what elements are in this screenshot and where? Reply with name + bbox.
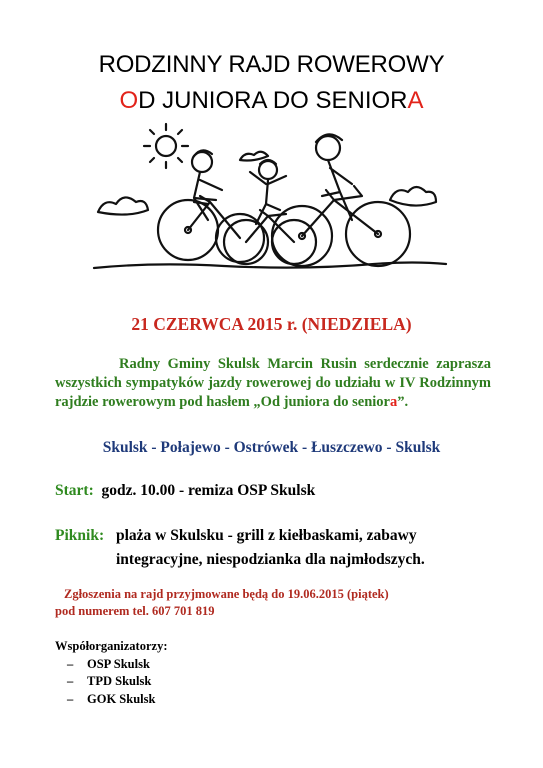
cloud-top bbox=[240, 152, 268, 161]
start-text: godz. 10.00 - remiza OSP Skulsk bbox=[101, 482, 316, 499]
co-organizers-list bbox=[55, 656, 167, 709]
piknik-info bbox=[55, 524, 506, 572]
registration-line-2: pod numerem tel. 607 701 819 bbox=[55, 604, 215, 618]
co-organizer-item: – GOK Skulsk bbox=[67, 691, 167, 709]
cloud-left bbox=[98, 197, 148, 214]
co-organizer-item: – TPD Skulsk bbox=[67, 673, 167, 691]
rider-child-icon bbox=[224, 160, 316, 264]
page-title-line-2 bbox=[0, 86, 543, 116]
registration-info bbox=[55, 586, 485, 620]
page-title-line-1: RODZINNY RAJD ROWEROWY bbox=[98, 51, 445, 78]
title-line-2-text: D JUNIORA DO SENIOR bbox=[138, 87, 408, 114]
start-label: Start: bbox=[55, 482, 94, 499]
title-accent-letter-a: A bbox=[407, 87, 424, 114]
title-accent-letter-o: O bbox=[119, 87, 139, 114]
rider-mother-icon bbox=[158, 150, 264, 262]
invitation-accent: a bbox=[389, 394, 398, 410]
piknik-line-1: plaża w Skulsku - grill z kiełbaskami, zabawy bbox=[116, 527, 417, 544]
start-info bbox=[55, 482, 315, 500]
co-organizer-item: – OSP Skulsk bbox=[67, 656, 167, 674]
registration-line-1: Zgłoszenia na rajd przyjmowane będą do 19.06.2015 (piątek) bbox=[64, 587, 389, 601]
piknik-label: Piknik: bbox=[55, 527, 105, 544]
invitation-text bbox=[55, 355, 491, 412]
event-date: 21 CZERWCA 2015 r. (NIEDZIELA) bbox=[131, 314, 412, 334]
invitation-body: Radny Gminy Skulsk Marcin Rusin serdecznie zaprasza wszystkich sympatyków jazdy rowerowej do udziału w IV Rodzinnym rajdzie rowerowym pod hasłem „Od juniora do senior bbox=[55, 356, 491, 410]
piknik-line-2: integracyjne, niespodzianka dla najmłodszych. bbox=[116, 551, 425, 568]
sun-icon bbox=[144, 124, 188, 168]
cloud-right bbox=[390, 187, 436, 206]
invitation-end: ”. bbox=[397, 394, 409, 410]
co-organizers-heading: Współorganizatorzy: bbox=[55, 639, 168, 653]
family-cycling-icon bbox=[90, 120, 450, 275]
co-organizers bbox=[55, 638, 167, 708]
route-line: Skulsk - Połajewo - Ostrówek - Łuszczewo - Skulsk bbox=[102, 439, 441, 456]
